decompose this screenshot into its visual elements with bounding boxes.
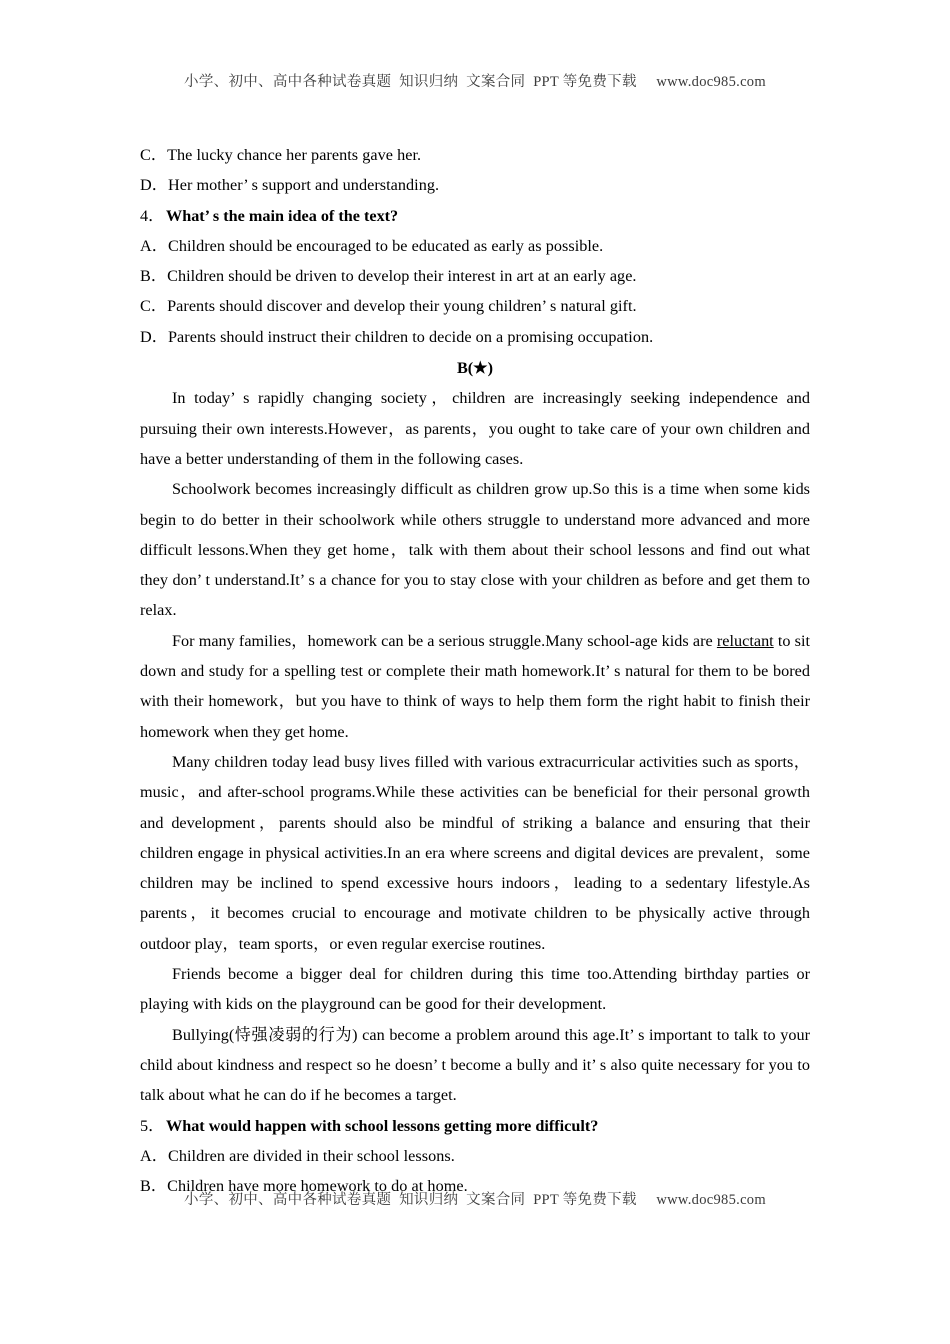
option-marker: C．	[140, 146, 168, 164]
option-item	[140, 261, 810, 291]
paragraph-text-before: For many families，homework can be a serious struggle.Many school-age kids are	[172, 631, 717, 650]
option-text: Parents should instruct their children to decide on a promising occupation.	[167, 327, 654, 346]
page-content	[140, 140, 810, 1201]
paragraph-text-after: to sit down and study for a spelling test or complete their math homework.It’ s natural for them to be bored with their homework，but you have to think of ways to help them form the right habit to finish their homework when they get home.	[140, 631, 811, 741]
passage-section-heading: B(★)	[456, 359, 494, 378]
question-number: 4．	[140, 206, 165, 225]
option-item	[140, 170, 810, 200]
passage-paragraph: Many children today lead busy lives filled with various extracurricular activities such as sports，music，and after-school programs.While these activities can be beneficial for their personal growth and development，parents should also be mindful of striking a balance and ensuring that their children engage in physical activities.In an era where screens and digital devices are prevalent，some children may be inclined to spend excessive hours indoors，leading to a sedentary lifestyle.As parents，it becomes crucial to encourage and motivate children to be physically active through outdoor play，team sports，or even regular exercise routines.	[140, 752, 810, 953]
passage-paragraph: Friends become a bigger deal for children during this time too.Attending birthday parties or playing with kids on the playground can be good for their development.	[140, 965, 810, 1014]
option-marker: A．	[140, 236, 168, 255]
question-number: 5．	[140, 1116, 165, 1135]
option-text: Children are divided in their school lessons.	[167, 1146, 455, 1165]
question-text: What would happen with school lessons getting more difficult?	[166, 1116, 599, 1135]
option-marker: D．	[140, 327, 168, 346]
watermark-header: 小学、初中、高中各种试卷真题 知识归纳 文案合同 PPT 等免费下载 www.doc985.com	[184, 74, 766, 90]
option-text: Parents should discover and develop their young children’ s natural gift.	[167, 297, 637, 316]
option-marker: B．	[140, 1177, 168, 1196]
option-marker: D．	[140, 176, 168, 195]
passage-paragraph: Bullying(恃强凌弱的行为) can become a problem around this age.It’ s important to talk to your child about kindness and respect so he doesn’ t become a bully and it’ s also quite necessary for you to talk about what he can do if he becomes a target.	[140, 1025, 810, 1105]
underlined-word: reluctant	[716, 631, 774, 650]
option-item	[140, 140, 810, 170]
watermark-footer: 小学、初中、高中各种试卷真题 知识归纳 文案合同 PPT 等免费下载 www.doc985.com	[184, 1192, 766, 1208]
option-marker: A．	[140, 1146, 168, 1165]
option-text: Children have more homework to do at home.	[167, 1177, 468, 1196]
passage-paragraph: Schoolwork becomes increasingly difficult as children grow up.So this is a time when some kids begin to do better in their schoolwork while others struggle to understand more advanced and more difficult lessons.When they get home，talk with them about their school lessons and find out what they don’ t understand.It’ s a chance for you to stay close with your children as before and get them to relax.	[140, 480, 810, 620]
question-text: What’ s the main idea of the text?	[166, 206, 399, 225]
option-item	[140, 231, 810, 261]
option-marker: C．	[140, 297, 168, 316]
option-marker: B．	[140, 267, 168, 286]
question-4-stem	[140, 201, 810, 231]
option-text: Her mother’ s support and understanding.	[167, 176, 440, 195]
option-text: The lucky chance her parents gave her.	[167, 146, 422, 164]
question-5-stem	[140, 1111, 810, 1141]
option-item	[140, 291, 810, 321]
passage-paragraph-homework	[140, 626, 810, 747]
passage-paragraph: In today’ s rapidly changing society，children are increasingly seeking independence and pursuing their own interests.However，as parents，you ought to take care of your own children and have a better understanding of them in the following cases.	[140, 389, 810, 468]
option-item	[140, 322, 810, 352]
option-item	[140, 1141, 810, 1171]
option-text: Children should be encouraged to be educated as early as possible.	[167, 236, 604, 255]
option-text: Children should be driven to develop their interest in art at an early age.	[167, 267, 637, 286]
